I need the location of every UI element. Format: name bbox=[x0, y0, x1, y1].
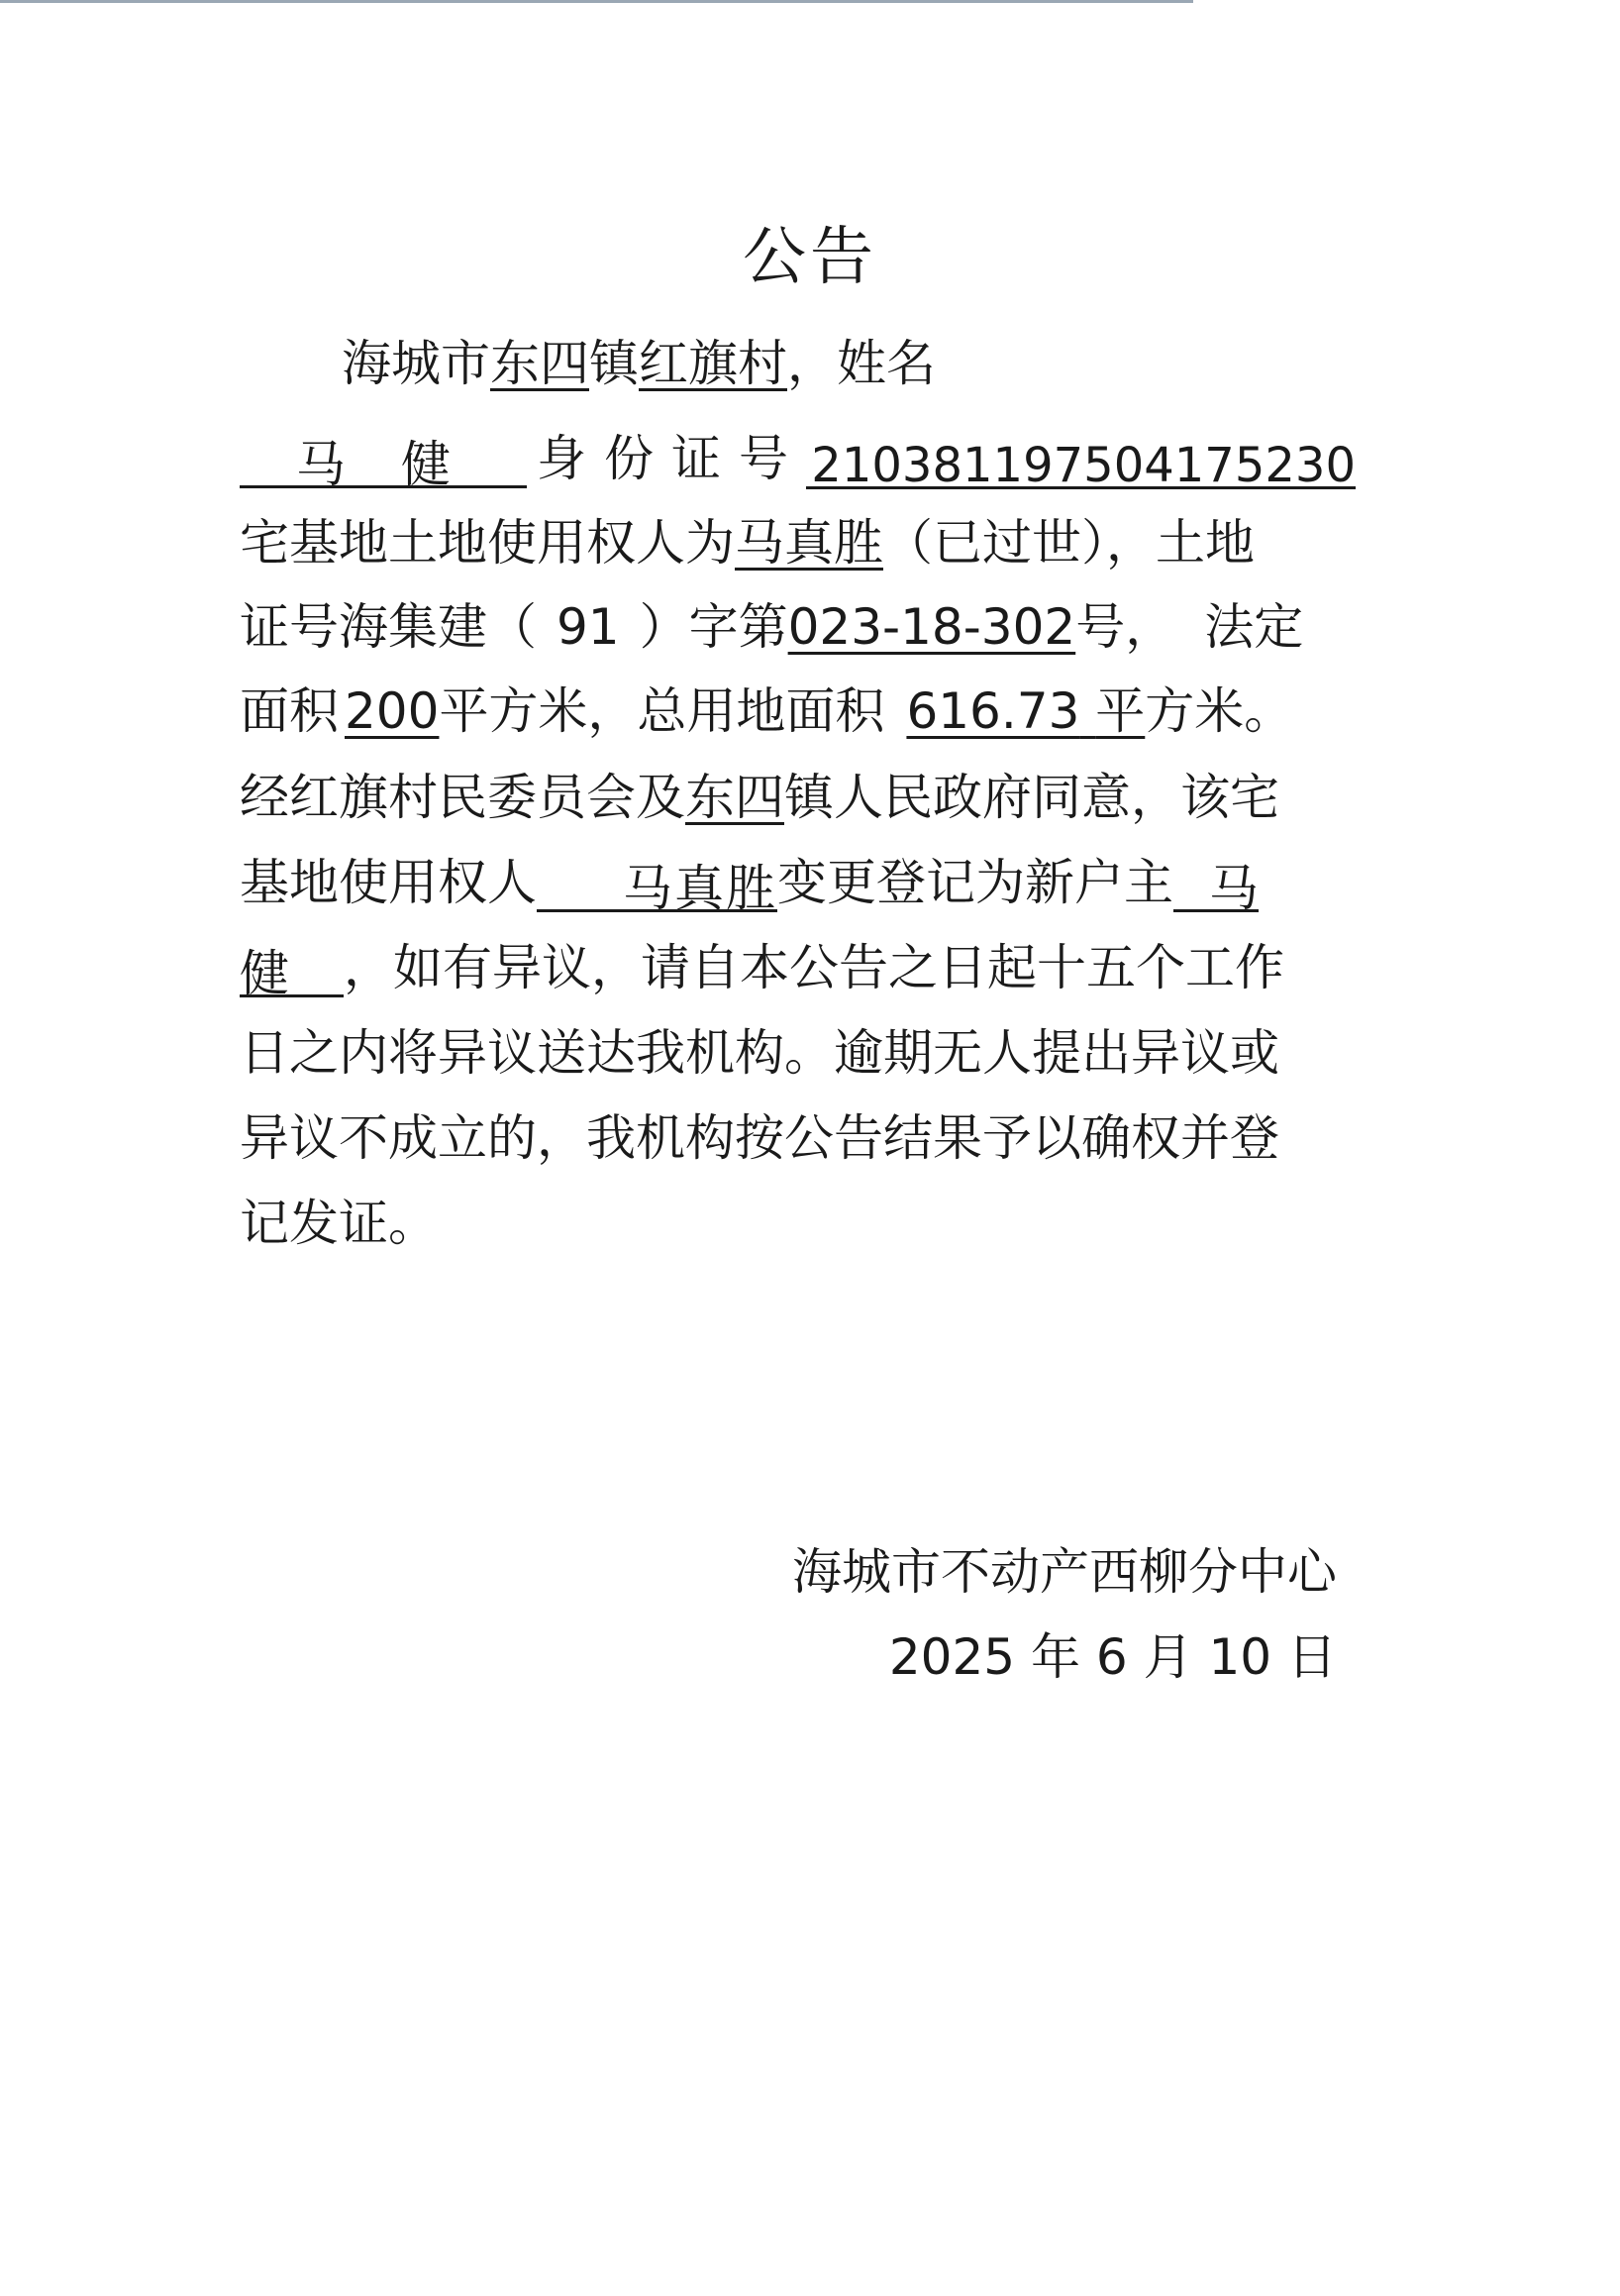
paragraph-line-5 bbox=[240, 677, 1378, 746]
text: 法定 bbox=[1204, 598, 1304, 656]
paragraph-line-10 bbox=[240, 1103, 1378, 1173]
text: 镇 bbox=[589, 335, 639, 392]
text: 异议不成立的，我机构按公告结果予以确权并登 bbox=[240, 1109, 1279, 1167]
issue-date: 2025 年 6 月 10 日 bbox=[888, 1628, 1337, 1686]
underlined-village: 红旗村 bbox=[639, 335, 787, 392]
id-field bbox=[806, 431, 1356, 493]
new-owner-part1: 马 bbox=[1209, 860, 1259, 917]
text: 方米。 bbox=[1145, 682, 1294, 740]
paragraph-line-4 bbox=[240, 592, 1378, 662]
text: ，如有异议，请自本公告之日起十五个工作 bbox=[344, 939, 1284, 996]
paragraph-line-8 bbox=[240, 933, 1378, 1002]
former-owner: 马真胜 bbox=[735, 514, 883, 572]
text: ，姓名 bbox=[787, 335, 936, 392]
text: ）字第 bbox=[639, 598, 788, 656]
paragraph-line-3 bbox=[240, 508, 1378, 577]
text: 镇人民政府同意，该宅 bbox=[784, 769, 1279, 826]
text: 变更登记为新户主 bbox=[777, 854, 1173, 911]
paragraph-line-9 bbox=[240, 1018, 1378, 1088]
notice-title: 公告 bbox=[743, 221, 877, 294]
new-owner-part2: 健 bbox=[240, 945, 289, 1002]
paragraph-line-2 bbox=[240, 424, 1378, 493]
text: 平方米，总用地面积 bbox=[439, 682, 885, 740]
text: （已过世），土地 bbox=[883, 514, 1255, 572]
name-field bbox=[240, 430, 527, 493]
id-number: 210381197504175230 bbox=[811, 438, 1356, 493]
old-owner: 马真胜 bbox=[623, 860, 777, 917]
id-label: 身份证号 bbox=[537, 430, 806, 487]
text: 经红旗村民委员会及 bbox=[240, 769, 685, 826]
underlined-town: 东四 bbox=[490, 335, 589, 392]
total-area: 616.73 平 bbox=[906, 682, 1146, 740]
text: 面积 bbox=[240, 682, 339, 740]
legal-area: 200 bbox=[345, 682, 440, 740]
new-owner-field bbox=[1173, 854, 1259, 917]
issuer-organization: 海城市不动产西柳分中心 bbox=[792, 1543, 1337, 1601]
text: 海城市 bbox=[342, 335, 490, 392]
text: 日之内将异议送达我机构。逾期无人提出异议或 bbox=[240, 1024, 1279, 1082]
text: 基地使用权人 bbox=[240, 854, 537, 911]
text: 证号海集建（ bbox=[240, 598, 537, 656]
name-value: 马 健 bbox=[296, 436, 470, 493]
old-owner-field bbox=[537, 854, 777, 917]
paragraph-line-1 bbox=[342, 329, 1480, 398]
cert-number: 023-18-302 bbox=[787, 598, 1076, 656]
paragraph-line-7 bbox=[240, 848, 1378, 917]
text: 记发证。 bbox=[240, 1195, 438, 1252]
text: 号， bbox=[1075, 598, 1175, 656]
text: 宅基地土地使用权人为 bbox=[240, 514, 735, 572]
cert-year: 91 bbox=[557, 598, 620, 656]
new-owner-field-cont bbox=[240, 939, 344, 1002]
paragraph-line-11 bbox=[240, 1189, 1378, 1258]
underlined-town: 东四 bbox=[685, 769, 784, 826]
paragraph-line-6 bbox=[240, 763, 1378, 832]
